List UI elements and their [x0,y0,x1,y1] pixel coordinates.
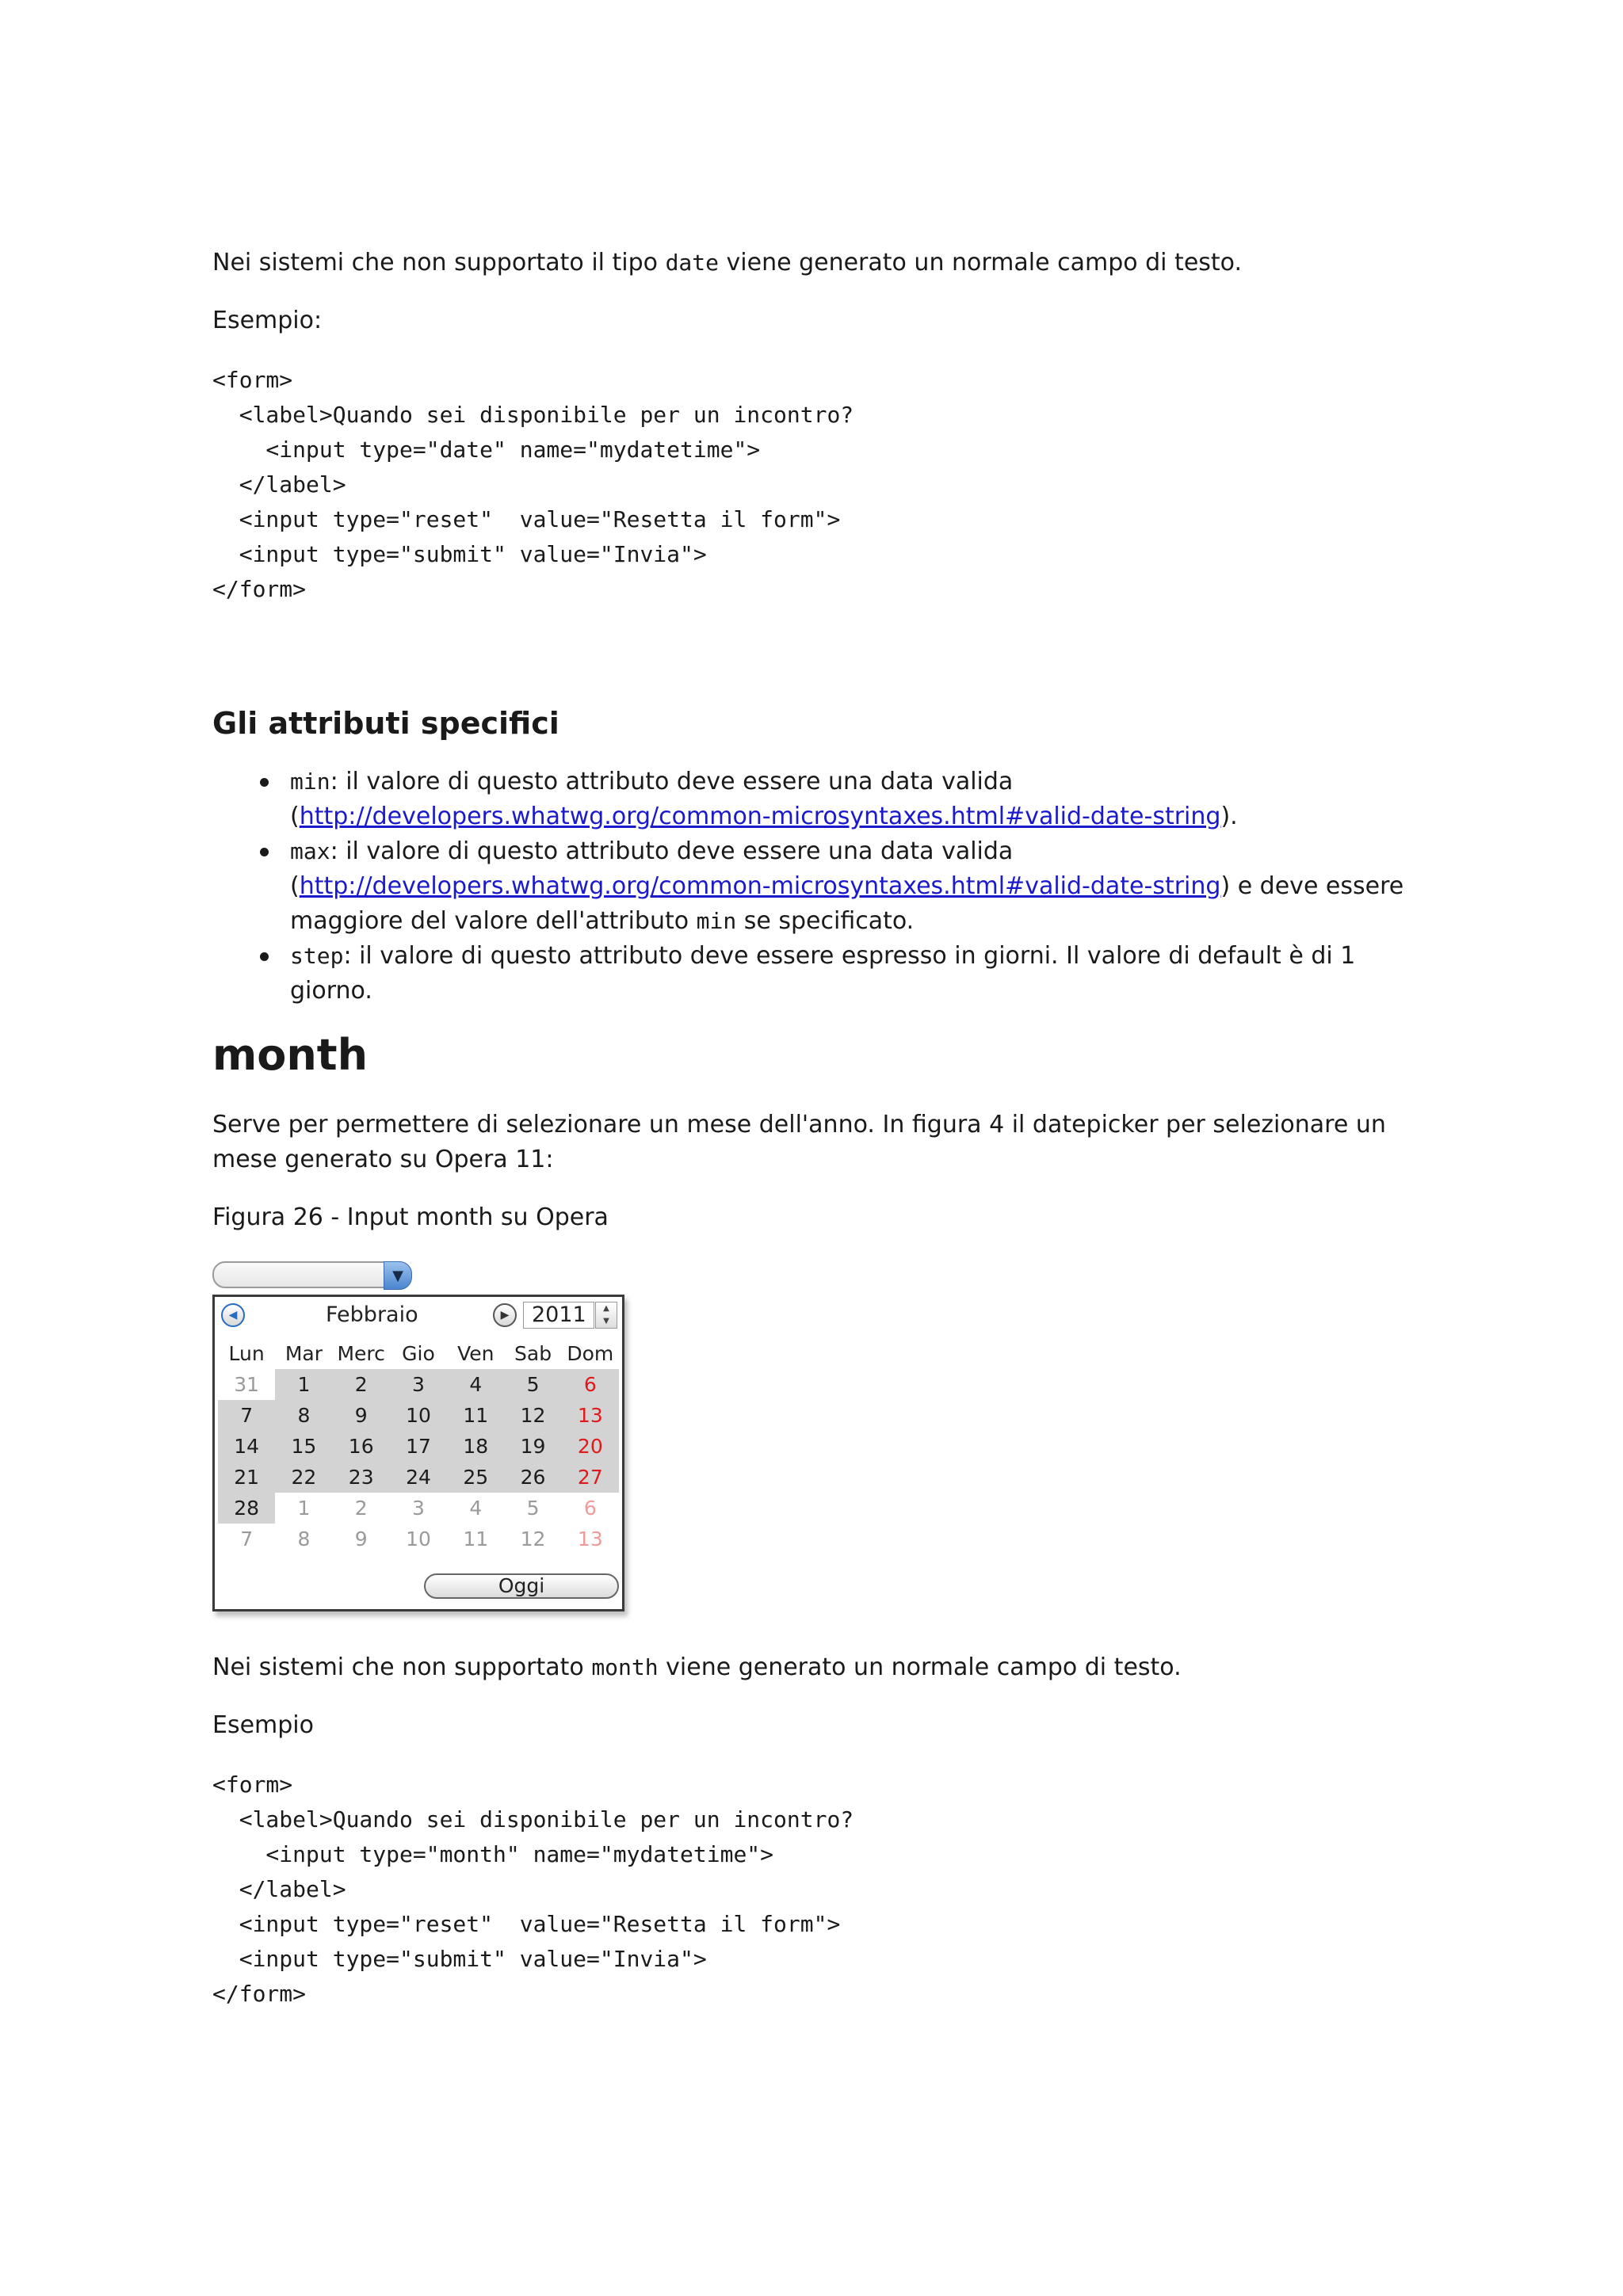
calendar-day[interactable]: 26 [504,1462,561,1493]
attr-text-max-line3: maggiore del valore dell'attributo [290,907,697,935]
year-spinner-icon[interactable]: ▲ ▼ [595,1302,617,1329]
calendar-day[interactable]: 1 [297,1497,311,1520]
calendar-day[interactable]: 18 [447,1431,504,1462]
calendar-day[interactable]: 6 [562,1369,619,1400]
calendar-month-name: Febbraio [326,1302,418,1327]
dropdown-arrow-icon[interactable]: ▼ [384,1261,412,1290]
weekday-label: Dom [567,1342,614,1365]
calendar-header [215,1297,622,1333]
nosupport-code: month [591,1654,659,1680]
attr-text-step: : il valore di questo attributo deve essere espresso in giorni. Il valore di default è di 1 [343,942,1356,970]
calendar-day[interactable]: 22 [275,1462,332,1493]
month-desc-line2: mese generato su Opera 11: [212,1146,554,1173]
paren-open: ( [290,803,300,830]
calendar-day[interactable]: 24 [390,1462,447,1493]
calendar-day[interactable]: 27 [562,1462,619,1493]
calendar-day[interactable]: 15 [275,1431,332,1462]
attr-code-step: step [290,943,344,969]
calendar-day[interactable]: 10 [390,1400,447,1431]
calendar-day[interactable]: 16 [333,1431,390,1462]
calendar-day[interactable]: 6 [583,1497,597,1520]
figure-caption: Figura 26 - Input month su Opera [212,1203,609,1231]
attributes-list [212,765,1417,1009]
calendar-week-row [218,1369,619,1400]
calendar-day[interactable]: 19 [504,1431,561,1462]
link-valid-date-string-min[interactable]: http://developers.whatwg.org/common-microsyntaxes.html#valid-date-string [299,803,1221,830]
attr-text-max-after: ) e deve essere [1220,872,1404,900]
weekday-label: Sab [514,1342,552,1365]
paren-close: ). [1220,803,1238,830]
attr-code-min-ref: min [696,908,737,934]
calendar-day[interactable]: 11 [447,1400,504,1431]
example-label-month: Esempio [212,1711,314,1739]
weekday-header-row [218,1338,619,1369]
calendar-day[interactable]: 4 [469,1497,483,1520]
calendar-week-row [218,1431,619,1462]
month-picker-figure [212,1258,640,1619]
calendar-day[interactable]: 12 [520,1527,546,1550]
paren-open: ( [290,872,300,900]
month-desc-line1: Serve per permettere di selezionare un mese dell'anno. In figura 4 il datepicker per selezionare un [212,1111,1386,1138]
calendar-day[interactable]: 28 [218,1493,275,1524]
calendar-day[interactable]: 23 [333,1462,390,1493]
attr-text-min: : il valore di questo attributo deve essere una data valida [330,768,1014,795]
calendar-day[interactable]: 20 [562,1431,619,1462]
calendar-day[interactable]: 8 [297,1527,311,1550]
list-item-min [212,765,1417,834]
intro-text: Nei sistemi che non supportato il tipo [212,249,666,277]
example-label: Esempio: [212,307,323,334]
calendar-day[interactable]: 5 [526,1497,540,1520]
calendar-day[interactable]: 9 [333,1400,390,1431]
intro-text-end: viene generato un normale campo di testo. [719,249,1243,277]
calendar-day[interactable]: 14 [218,1431,275,1462]
calendar-day[interactable]: 7 [240,1527,254,1550]
intro-paragraph [212,246,1242,280]
attr-code-min: min [290,769,330,795]
weekday-label: Ven [457,1342,495,1365]
calendar-day[interactable]: 13 [562,1400,619,1431]
calendar-day[interactable]: 2 [333,1369,390,1400]
month-heading: month [212,1030,369,1080]
calendar-day[interactable]: 17 [390,1431,447,1462]
calendar-week-row [218,1493,619,1524]
calendar-week-row [218,1524,619,1554]
calendar-day[interactable]: 5 [504,1369,561,1400]
attr-code-max: max [290,838,330,864]
calendar-day[interactable]: 10 [406,1527,431,1550]
weekday-label: Lun [228,1342,265,1365]
calendar-week-row [218,1462,619,1493]
list-item-max [212,834,1417,939]
today-button[interactable]: Oggi [424,1573,619,1599]
weekday-label: Merc [337,1342,385,1365]
attr-text-max: : il valore di questo attributo deve essere una data valida [330,837,1014,865]
next-month-icon[interactable]: ▶ [493,1303,517,1327]
code-block-month: <form> <label>Quando sei disponibile per un incontro? <input type="month" name="mydatetime"> </label> <input type="reset" value="Resetta il form"> <input type="submit" value="Invia"> </form> [212,1772,854,2007]
prev-month-icon[interactable]: ◀ [221,1303,245,1327]
weekday-label: Gio [402,1342,435,1365]
calendar-day[interactable]: 4 [447,1369,504,1400]
intro-code: date [665,250,719,276]
attr-text-step-2: giorno. [290,977,372,1005]
calendar-day[interactable]: 2 [354,1497,368,1520]
calendar-day[interactable]: 25 [447,1462,504,1493]
calendar-popup [212,1295,624,1611]
calendar-week-row [218,1400,619,1431]
weekday-label: Mar [285,1342,323,1365]
calendar-day[interactable]: 1 [275,1369,332,1400]
nosupport-text-end: viene generato un normale campo di testo. [658,1653,1182,1681]
calendar-day[interactable]: 11 [463,1527,489,1550]
list-item-step [212,939,1417,1009]
nosupport-text: Nei sistemi che non supportato [212,1653,592,1681]
month-input-combobox[interactable] [212,1261,412,1288]
attr-text-max-line3-end: se specificato. [736,907,915,935]
code-block-date: <form> <label>Quando sei disponibile per un incontro? <input type="date" name="mydatetime"> </label> <input type="reset" value="Resetta il form"> <input type="submit" value="Invia"> </form> [212,367,854,602]
calendar-day[interactable]: 3 [390,1369,447,1400]
calendar-day[interactable]: 21 [218,1462,275,1493]
attributes-heading: Gli attributi specifici [212,706,559,741]
calendar-day[interactable]: 9 [354,1527,368,1550]
month-nosupport-paragraph [212,1650,1182,1685]
year-field[interactable]: 2011 [523,1302,594,1329]
calendar-day[interactable]: 13 [577,1527,603,1550]
calendar-day[interactable]: 7 [218,1400,275,1431]
calendar-day[interactable]: 8 [275,1400,332,1431]
calendar-day[interactable]: 3 [412,1497,425,1520]
calendar-grid [218,1338,619,1554]
link-valid-date-string-max[interactable]: http://developers.whatwg.org/common-microsyntaxes.html#valid-date-string [299,872,1221,900]
calendar-day[interactable]: 12 [504,1400,561,1431]
calendar-day[interactable]: 31 [234,1373,260,1396]
